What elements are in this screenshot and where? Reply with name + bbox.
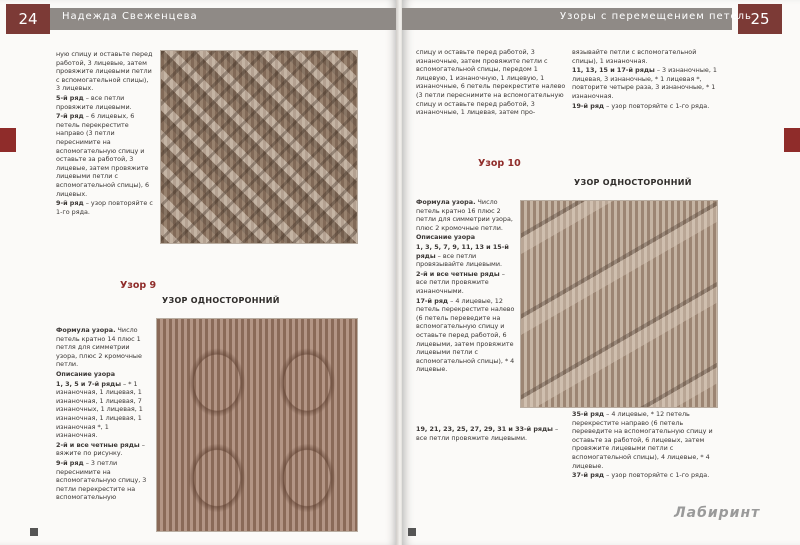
knit-swatch-photo-10	[520, 200, 718, 408]
formula: Формула узора. Число петель кратно 16 плюс 2 петли для симметрии узора, плюс 2 кромочные петли.	[416, 198, 513, 232]
continuation-paragraph: ную спицу и оставьте перед работой, 3 лицевые, затем провяжите лицевыми петли с вспомогательной спицы), 3 лицевых.	[56, 50, 153, 93]
row-instruction: 17-й ряд – 4 лицевые, 12 петель перекрестите налево (6 петель переведите на вспомогательную спицу и оставьте перед работой, 6 лицевыми, затем провяжите лицевыми петли с вспомогательной спицы), * 4 лицевые.	[416, 296, 515, 374]
labirint-watermark-logo: Лабиринт	[674, 505, 761, 521]
row-instruction: 1, 3, 5, 7, 9, 11, 13 и 15-й ряды – все петли провязывайте лицевыми.	[416, 242, 509, 269]
left-page	[0, 0, 398, 545]
row-instruction: 2-й и все четные ряды – все петли провяжите изнаночными.	[416, 269, 505, 295]
row-instruction: 1, 3, 5 и 7-й ряды – * 1 изнаночная, 1 лицевая, 1 изнаночная, 1 лицевая, 7 изнаночных, 1 лицевая, 1 изнаночная, 1 лицевая, 1 изнаночная *, 1 изнаночная.	[56, 379, 143, 440]
row-instruction: 5-й ряд – все петли провяжите лицевыми.	[56, 93, 132, 111]
row-instruction: 9-й ряд – 3 петли переснимите на вспомогательную спицу, 3 петли перекрестите на вспомогательную	[56, 458, 147, 502]
row-instruction: 35-й ряд – 4 лицевые, * 12 петель перекрестите направо (6 петель переведите на вспомогательную спицу и оставьте за работой, 6 лицевых, затем провяжите лицевыми петли с вспомогательной спицы), 4 лицевые, * 4 лицевые.	[572, 410, 713, 470]
pattern-9-subtitle: УЗОР ОДНОСТОРОННИЙ	[162, 296, 280, 305]
pattern-9-description	[56, 326, 152, 503]
running-head-right: Узоры с перемещением петель	[560, 11, 752, 22]
continuation-text-right-col2	[572, 48, 722, 111]
pattern-10-rows-continued-right	[572, 410, 722, 481]
continuation-paragraph: вязывайте петли с вспомогательной спицы), 1 изнаночная.	[572, 48, 697, 65]
print-corner-mark	[408, 528, 416, 536]
print-corner-mark	[30, 528, 38, 536]
pattern-10-title: Узор 10	[478, 158, 521, 169]
side-tab-marker	[784, 128, 800, 152]
row-instruction: 9-й ряд – узор повторяйте с 1-го ряда.	[56, 199, 153, 216]
pattern-9-title: Узор 9	[120, 280, 157, 291]
running-head-left: Надежда Свеженцева	[62, 11, 198, 22]
row-instruction: 7-й ряд – 6 лицевых, 6 петель перекрестите направо (3 петли переснимите на вспомогательную спицу и оставьте за работой, 3 лицевые, затем провяжите лицевыми петли с вспомогательной спицы), 6 лицевых.	[56, 112, 150, 198]
knit-swatch-photo-9	[156, 318, 358, 532]
knit-swatch-photo-8	[160, 50, 358, 244]
description-heading: Описание узора	[56, 369, 116, 378]
row-instruction: 19, 21, 23, 25, 27, 29, 31 и 33-й ряды – все петли провяжите лицевыми.	[416, 425, 559, 442]
formula: Формула узора. Число петель кратно 14 плюс 1 петля для симметрии узора, плюс 2 кромочные петли.	[56, 326, 142, 369]
pattern-10-subtitle: УЗОР ОДНОСТОРОННИЙ	[574, 178, 692, 187]
page-number-right: 25	[738, 4, 782, 34]
pattern-10-description	[416, 198, 516, 375]
right-page	[402, 0, 800, 545]
row-instruction: 2-й и все четные ряды – вяжите по рисунку.	[56, 440, 145, 458]
continuation-text-right-col1: спицу и оставьте перед работой, 3 изнаночные, затем провяжите петли с вспомогательной спицы, передом 1 лицевую, 1 изнаночную, 1 лицевую, 1 изнаночные, 6 петель перекрестите налево (3 петли переснимите на вспомогательную спицу и оставьте перед работой, 3 изнаночные, 1 лицевая, затем про-	[416, 48, 566, 117]
continuation-text-left	[56, 50, 154, 217]
row-instruction: 19-й ряд – узор повторяйте с 1-го ряда.	[572, 101, 710, 110]
row-instruction: 37-й ряд – узор повторяйте с 1-го ряда.	[572, 471, 710, 480]
side-tab-marker	[0, 128, 16, 152]
row-instruction: 11, 13, 15 и 17-й ряды – 3 изнаночные, 1 лицевая, 3 изнаночные, * 1 лицевая *, повторите четыре раза, 3 изнаночные, * 1 изнаночная.	[572, 66, 717, 100]
description-heading: Описание узора	[416, 233, 476, 242]
page-number-left: 24	[6, 4, 50, 34]
pattern-10-rows-continued-left	[416, 425, 566, 443]
